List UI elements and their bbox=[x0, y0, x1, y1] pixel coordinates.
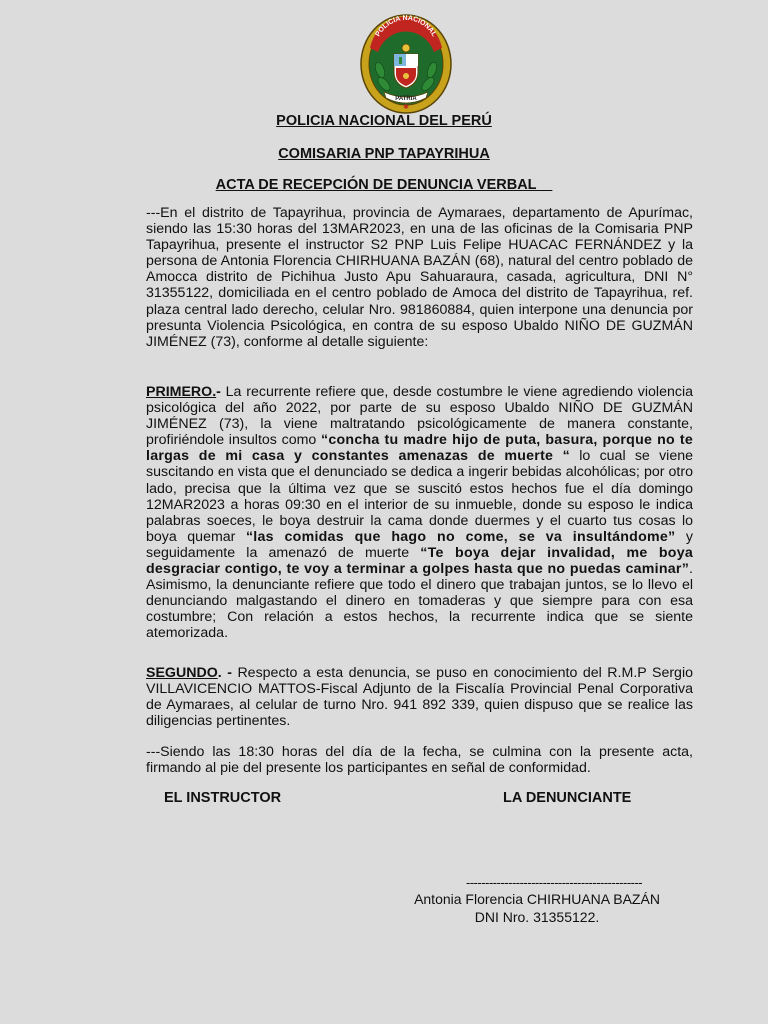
complainant-label: LA DENUNCIANTE bbox=[503, 790, 632, 806]
primero-text-4: . Asimismo, la denunciante refiere que todo el dinero que trabajan juntos, se lo llevo el denunciando malgastando el dinero en tomaderas y que siempre para con esa costumbre; Con relación a estos hechos, la recurrente indica que se siente atemorizada. bbox=[146, 561, 693, 642]
primero-paragraph bbox=[146, 384, 693, 642]
police-seal-emblem bbox=[358, 8, 454, 114]
primero-text-1: La recurrente refiere que, desde costumbre le viene agrediendo violencia psicológica del año 2022, por parte de su esposo Ubaldo NIÑO DE GUZMÁN JIMÉNEZ (73), la viene maltratando psicológicamente de manera constante, profiriéndole insultos como bbox=[146, 384, 693, 449]
document-title: ACTA DE RECEPCIÓN DE DENUNCIA VERBAL bbox=[215, 177, 553, 193]
complainant-name: Antonia Florencia CHIRHUANA BAZÁN bbox=[414, 891, 660, 907]
closing-text: ---Siendo las 18:30 horas del día de la fecha, se culmina con la presente acta, firmando al pie del presente los participantes en señal de conformidad. bbox=[146, 744, 693, 777]
primero-quote-1: “concha tu madre hijo de puta, basura, porque no te largas de mi casa y constantes amenazas de muerte “ bbox=[146, 432, 693, 465]
instructor-label: EL INSTRUCTOR bbox=[164, 790, 282, 806]
primero-text-2: lo cual se viene suscitando en vista que el denunciado se dedica a ingerir bebidas alcohólicas; por otro lado, precisa que la última vez que se suscitó estos hechos fue el día domingo 12MAR2023 a horas 09:30 en el interior de su inmueble, donde su esposo le indica palabras soeces, le boya destruir la cama donde duermes y el cuarto tus cosas lo boya quemar bbox=[146, 448, 693, 545]
intro-paragraph bbox=[146, 205, 693, 350]
seal-band-text: PATRIA bbox=[395, 96, 417, 102]
complainant-dni: DNI Nro. 31355122. bbox=[474, 909, 600, 925]
segundo-paragraph bbox=[146, 665, 693, 729]
segundo-dash: . - bbox=[217, 665, 238, 681]
primero-text-3: y seguidamente la amenazó de muerte bbox=[146, 528, 693, 561]
primero-label: PRIMERO. bbox=[146, 384, 217, 400]
primero-dash: - bbox=[216, 384, 226, 400]
seal-top-text: POLICIA NACIONAL bbox=[374, 14, 438, 38]
seal-star-icon: ✱ bbox=[403, 103, 409, 111]
signature-line: ---------------------------------------------- bbox=[466, 875, 643, 890]
closing-paragraph bbox=[146, 744, 693, 776]
primero-quote-3: “Te boya dejar invalidad, me boya desgraciar contigo, te voy a terminar a golpes hasta que no puedas caminar” bbox=[146, 544, 694, 578]
segundo-text: Respecto a esta denuncia, se puso en conocimiento del R.M.P Sergio VILLAVICENCIO MATTOS-Fiscal Adjunto de la Fiscalía Provincial Penal Corporativa de Aymaraes, al celular de turno Nro. 941 892 339, quien dispuso que se realice las diligencias pertinentes. bbox=[146, 665, 693, 730]
station-title: COMISARIA PNP TAPAYRIHUA bbox=[278, 146, 490, 162]
primero-quote-2: “las comidas que hago no come, se va insultándome” bbox=[245, 528, 676, 545]
institution-title: POLICIA NACIONAL DEL PERÚ bbox=[276, 113, 492, 129]
segundo-label: SEGUNDO bbox=[146, 665, 218, 681]
intro-text: ---En el distrito de Tapayrihua, provincia de Aymaraes, departamento de Apurímac, siendo las 15:30 horas del 13MAR2023, en una de las oficinas de la Comisaria PNP Tapayrihua, presente el instructor S2 PNP Luis Felipe HUACAC FERNÁNDEZ y la persona de Antonia Florencia CHIRHUANA BAZÁN (68), natural del centro poblado de Amocca distrito de Pichihua Justo Apu Sahuaraura, casada, agricultura, DNI N° 31355122, domiciliada en el centro poblado de Amoca del distrito de Tapayrihua, ref. plaza central lado derecho, celular Nro. 981860884, quien interpone una denuncia por presunta Violencia Psicológica, en contra de su esposo Ubaldo NIÑO DE GUZMÁN JIMÉNEZ (73), conforme al detalle siguiente: bbox=[146, 205, 693, 350]
